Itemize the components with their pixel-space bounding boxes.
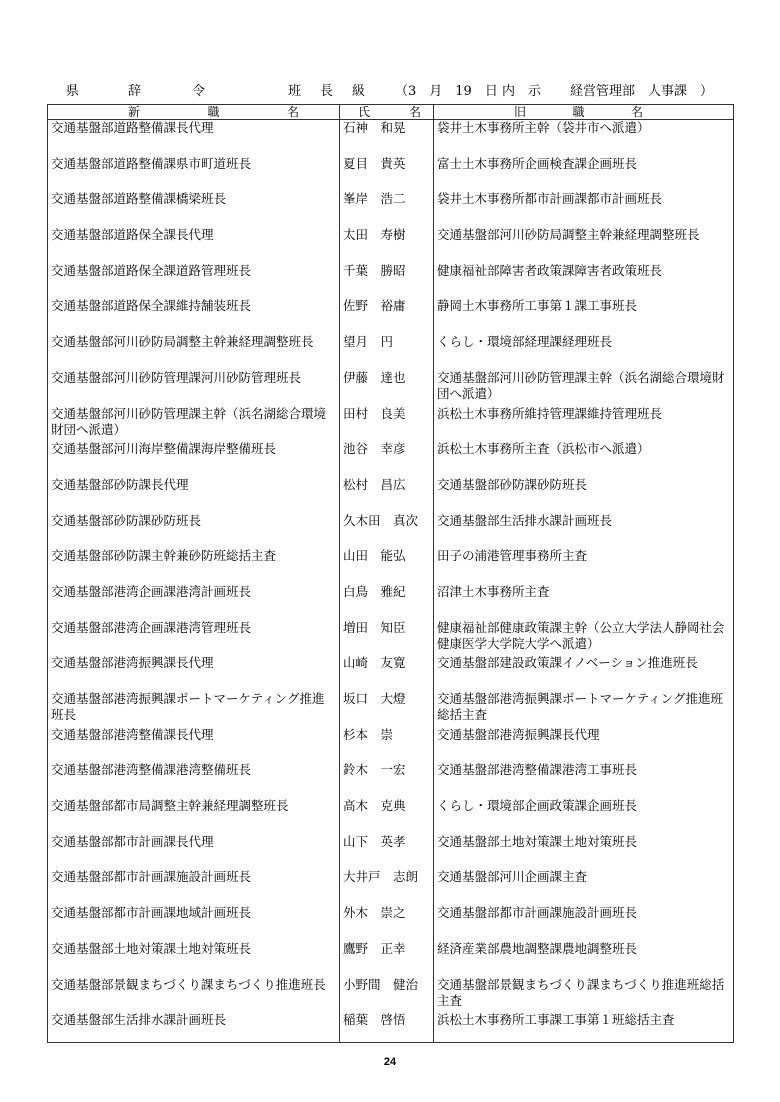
header-char: 令 xyxy=(192,84,206,99)
name-cell: 夏目 貴英 xyxy=(340,156,434,192)
table-row xyxy=(48,727,734,763)
new-post-cell: 交通基盤部河川砂防管理課河川砂防管理班長 xyxy=(48,370,340,406)
table-row xyxy=(48,334,734,370)
table-row xyxy=(48,834,734,870)
old-post-cell: 交通基盤部河川砂防局調整主幹兼経理調整班長 xyxy=(434,227,734,263)
new-post-cell: 交通基盤部景観まちづくり課まちづくり推進班長 xyxy=(48,977,340,1013)
header-char: 職 xyxy=(207,105,220,119)
new-post-cell: 交通基盤部道路保全課長代理 xyxy=(48,227,340,263)
old-post-cell: くらし・環境部経理課経理班長 xyxy=(434,334,734,370)
old-post-cell: くらし・環境部企画政策課企画班長 xyxy=(434,798,734,834)
name-cell: 大井戸 志朗 xyxy=(340,869,434,905)
new-post-cell: 交通基盤部道路保全課維持舗装班長 xyxy=(48,298,340,334)
table-row xyxy=(48,156,734,192)
name-cell: 高木 克典 xyxy=(340,798,434,834)
new-post-cell: 交通基盤部都市計画課施設計画班長 xyxy=(48,869,340,905)
column-header-new-post xyxy=(48,105,340,120)
new-post-cell: 交通基盤部港湾振興課長代理 xyxy=(48,655,340,691)
name-cell: 峯岸 浩二 xyxy=(340,191,434,227)
new-post-cell: 交通基盤部都市局調整主幹兼経理調整班長 xyxy=(48,798,340,834)
table-row xyxy=(48,227,734,263)
new-post-cell: 交通基盤部砂防課長代理 xyxy=(48,477,340,513)
old-post-cell: 袋井土木事務所都市計画課都市計画班長 xyxy=(434,191,734,227)
header-char: 新 xyxy=(128,105,141,119)
old-post-cell: 交通基盤部港湾振興課ポートマーケティング推進班総括主査 xyxy=(434,691,734,727)
old-post-cell: 交通基盤部河川企画課主査 xyxy=(434,869,734,905)
header-char: 名 xyxy=(630,105,643,119)
new-post-cell: 交通基盤部砂防課主幹兼砂防班総括主査 xyxy=(48,548,340,584)
old-post-cell: 交通基盤部景観まちづくり課まちづくり推進班総括主査 xyxy=(434,977,734,1013)
name-cell: 鈴木 一宏 xyxy=(340,762,434,798)
new-post-cell: 交通基盤部道路整備課長代理 xyxy=(48,120,340,156)
old-post-cell: 富士土木事務所企画検査課企画班長 xyxy=(434,156,734,192)
new-post-cell: 交通基盤部港湾企画課港湾計画班長 xyxy=(48,584,340,620)
table-row xyxy=(48,120,734,156)
old-post-cell: 交通基盤部生活排水課計画班長 xyxy=(434,513,734,549)
name-cell: 松村 昌広 xyxy=(340,477,434,513)
table-row xyxy=(48,441,734,477)
new-post-cell: 交通基盤部砂防課砂防班長 xyxy=(48,513,340,549)
new-post-cell: 交通基盤部都市計画課長代理 xyxy=(48,834,340,870)
new-post-cell: 交通基盤部港湾整備課長代理 xyxy=(48,727,340,763)
table-row xyxy=(48,298,734,334)
document-header xyxy=(60,80,730,100)
table-row xyxy=(48,798,734,834)
old-post-cell: 浜松土木事務所維持管理課維持管理班長 xyxy=(434,406,734,442)
old-post-cell: 交通基盤部土地対策課土地対策班長 xyxy=(434,834,734,870)
table-row xyxy=(48,370,734,406)
header-char: 長 xyxy=(320,84,334,99)
old-post-cell: 静岡土木事務所工事第１課工事班長 xyxy=(434,298,734,334)
table-row xyxy=(48,477,734,513)
name-cell: 小野間 健治 xyxy=(340,977,434,1013)
new-post-cell: 交通基盤部港湾振興課ポートマーケティング推進班長 xyxy=(48,691,340,727)
header-char: 名 xyxy=(286,105,299,119)
old-post-cell: 浜松土木事務所工事課工事第１班総括主査 xyxy=(434,1012,734,1043)
old-post-cell: 健康福祉部障害者政策課障害者政策班長 xyxy=(434,263,734,299)
new-post-cell: 交通基盤部河川砂防局調整主幹兼経理調整班長 xyxy=(48,334,340,370)
name-cell: 田村 良美 xyxy=(340,406,434,442)
old-post-cell: 沼津土木事務所主査 xyxy=(434,584,734,620)
personnel-table xyxy=(47,104,734,1043)
old-post-cell: 経済産業部農地調整課農地調整班長 xyxy=(434,941,734,977)
new-post-cell: 交通基盤部河川砂防管理課主幹（浜名湖総合環境財団へ派遣） xyxy=(48,406,340,442)
page-number: 24 xyxy=(383,1056,397,1068)
old-post-cell: 浜松土木事務所主査（浜松市へ派遣） xyxy=(434,441,734,477)
new-post-cell: 交通基盤部生活排水課計画班長 xyxy=(48,1012,340,1043)
new-post-cell: 交通基盤部土地対策課土地対策班長 xyxy=(48,941,340,977)
table-header-row xyxy=(48,105,734,120)
table-row xyxy=(48,548,734,584)
table-row xyxy=(48,691,734,727)
name-cell: 杉本 崇 xyxy=(340,727,434,763)
name-cell: 山下 英孝 xyxy=(340,834,434,870)
table-row xyxy=(48,655,734,691)
header-char: 旧 xyxy=(514,105,527,119)
table-row xyxy=(48,263,734,299)
name-cell: 千葉 勝昭 xyxy=(340,263,434,299)
table-row xyxy=(48,513,734,549)
new-post-cell: 交通基盤部港湾企画課港湾管理班長 xyxy=(48,620,340,656)
name-cell: 池谷 幸彦 xyxy=(340,441,434,477)
column-header-name xyxy=(340,105,434,120)
name-cell: 鷹野 正幸 xyxy=(340,941,434,977)
name-cell: 増田 知臣 xyxy=(340,620,434,656)
name-cell: 太田 寿樹 xyxy=(340,227,434,263)
old-post-cell: 袋井土木事務所主幹（袋井市へ派遣） xyxy=(434,120,734,156)
announcement-date: （3 月 19 日 内 示 xyxy=(395,84,541,99)
new-post-cell: 交通基盤部道路整備課県市町道班長 xyxy=(48,156,340,192)
name-cell: 伊藤 達也 xyxy=(340,370,434,406)
header-char: 名 xyxy=(408,105,421,119)
old-post-cell: 交通基盤部港湾整備課港湾工事班長 xyxy=(434,762,734,798)
name-cell: 山田 能弘 xyxy=(340,548,434,584)
table-row xyxy=(48,869,734,905)
name-cell: 山崎 友寛 xyxy=(340,655,434,691)
old-post-cell: 交通基盤部砂防課砂防班長 xyxy=(434,477,734,513)
header-char: 級 xyxy=(352,84,366,99)
table-row xyxy=(48,941,734,977)
new-post-cell: 交通基盤部河川海岸整備課海岸整備班長 xyxy=(48,441,340,477)
table-row xyxy=(48,620,734,656)
new-post-cell: 交通基盤部都市計画課地域計画班長 xyxy=(48,905,340,941)
table-row xyxy=(48,584,734,620)
header-char: 辞 xyxy=(128,84,142,99)
table-row xyxy=(48,762,734,798)
name-cell: 石神 和晃 xyxy=(340,120,434,156)
table-row xyxy=(48,1012,734,1043)
old-post-cell: 交通基盤部建設政策課イノベーション推進班長 xyxy=(434,655,734,691)
table-row xyxy=(48,191,734,227)
name-cell: 稲葉 啓悟 xyxy=(340,1012,434,1043)
header-char: 県 xyxy=(66,84,80,99)
column-header-old-post xyxy=(434,105,734,120)
old-post-cell: 健康福祉部健康政策課主幹（公立大学法人静岡社会健康医学大学院大学へ派遣） xyxy=(434,620,734,656)
old-post-cell: 交通基盤部河川砂防管理課主幹（浜名湖総合環境財団へ派遣） xyxy=(434,370,734,406)
header-char: 氏 xyxy=(358,105,371,119)
name-cell: 外木 崇之 xyxy=(340,905,434,941)
header-char: 職 xyxy=(572,105,585,119)
name-cell: 坂口 大燈 xyxy=(340,691,434,727)
name-cell: 望月 円 xyxy=(340,334,434,370)
issuing-department: 経営管理部 人事課 ） xyxy=(570,84,714,99)
new-post-cell: 交通基盤部道路整備課橋梁班長 xyxy=(48,191,340,227)
table-body xyxy=(48,120,734,1043)
name-cell: 久木田 真次 xyxy=(340,513,434,549)
new-post-cell: 交通基盤部港湾整備課港湾整備班長 xyxy=(48,762,340,798)
old-post-cell: 田子の浦港管理事務所主査 xyxy=(434,548,734,584)
table-row xyxy=(48,905,734,941)
name-cell: 白鳥 雅紀 xyxy=(340,584,434,620)
header-char: 班 xyxy=(288,84,302,99)
name-cell: 佐野 裕庸 xyxy=(340,298,434,334)
table-row xyxy=(48,406,734,442)
old-post-cell: 交通基盤部都市計画課施設計画班長 xyxy=(434,905,734,941)
old-post-cell: 交通基盤部港湾振興課長代理 xyxy=(434,727,734,763)
new-post-cell: 交通基盤部道路保全課道路管理班長 xyxy=(48,263,340,299)
table-row xyxy=(48,977,734,1013)
